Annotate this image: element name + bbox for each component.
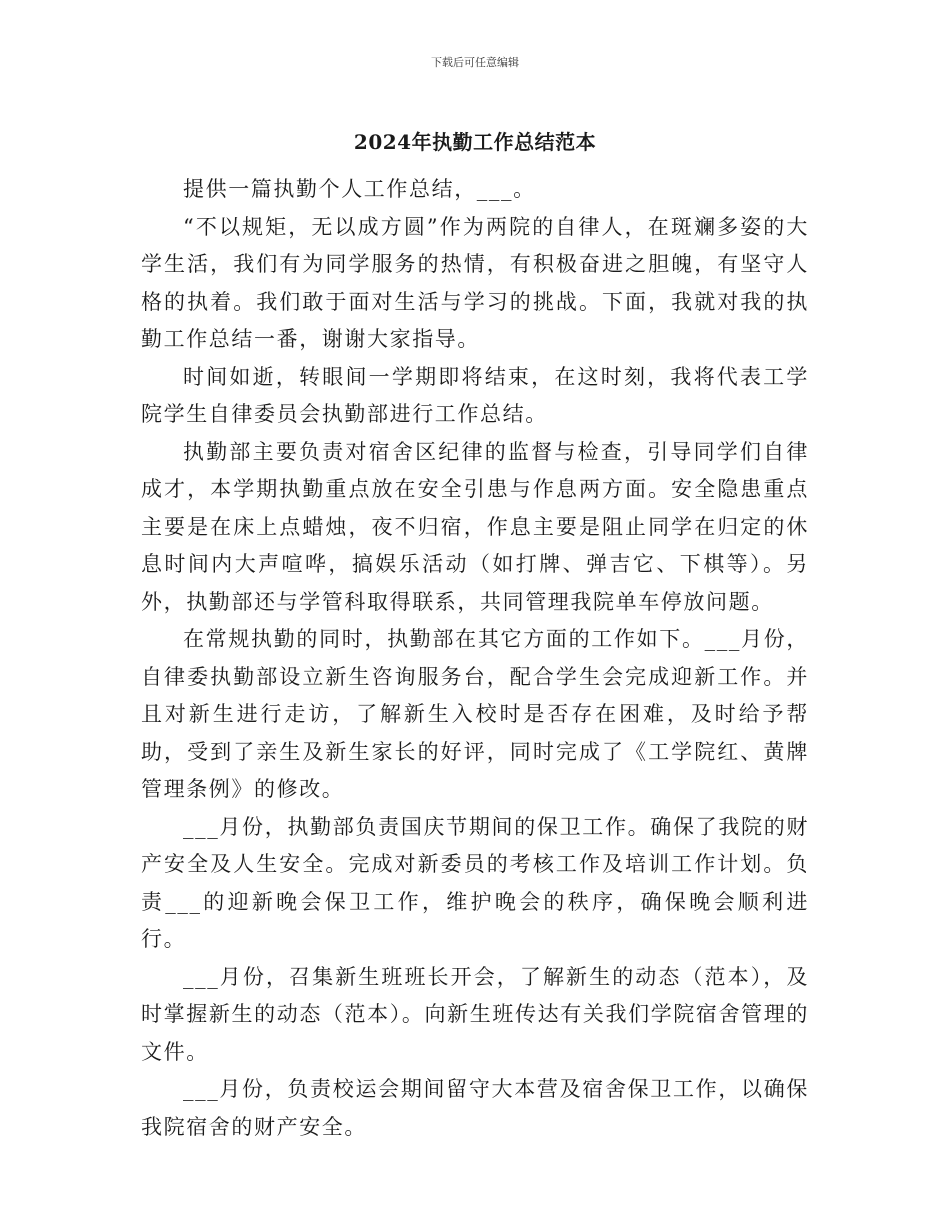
paragraph: ___月份，执勤部负责国庆节期间的保卫工作。确保了我院的财产安全及人生安全。完成对新委员的考核工作及培训工作计划。负责___的迎新晚会保卫工作，维护晚会的秩序，确保晚会顺利进行。 <box>141 814 809 951</box>
document-title: 2024年执勤工作总结范本 <box>353 130 597 154</box>
header-note: 下载后可任意编辑 <box>431 56 519 69</box>
paragraph: ___月份，召集新生班班长开会，了解新生的动态（范本），及时掌握新生的动态（范本）。向新生班传达有关我们学院宿舍管理的文件。 <box>141 964 809 1064</box>
paragraph: 时间如逝，转眼间一学期即将结束，在这时刻，我将代表工学院学生自律委员会执勤部进行工作总结。 <box>141 364 809 426</box>
paragraph: “不以规矩，无以成方圆”作为两院的自律人，在斑斓多姿的大学生活，我们有为同学服务的热情，有积极奋进之胆魄，有坚守人格的执着。我们敢于面对生活与学习的挑战。下面，我就对我的执勤工作总结一番，谢谢大家指导。 <box>141 214 809 351</box>
paragraph: ___月份，负责校运会期间留守大本营及宿舍保卫工作，以确保我院宿舍的财产安全。 <box>141 1077 809 1139</box>
paragraph: 在常规执勤的同时，执勤部在其它方面的工作如下。___月份，自律委执勤部设立新生咨询服务台，配合学生会完成迎新工作。并且对新生进行走访，了解新生入校时是否存在困难，及时给予帮助，受到了亲生及新生家长的好评，同时完成了《工学院红、黄牌管理条例》的修改。 <box>141 627 809 801</box>
paragraph: 提供一篇执勤个人工作总结，___。 <box>183 177 536 201</box>
document-body <box>141 171 809 1146</box>
paragraph: 执勤部主要负责对宿舍区纪律的监督与检查，引导同学们自律成才，本学期执勤重点放在安全引患与作息两方面。安全隐患重点主要是在床上点蜡烛，夜不归宿，作息主要是阻止同学在归定的休息时间内大声喧哗，搞娱乐活动（如打牌、弹吉它、下棋等）。另外，执勤部还与学管科取得联系，共同管理我院单车停放问题。 <box>141 439 809 614</box>
